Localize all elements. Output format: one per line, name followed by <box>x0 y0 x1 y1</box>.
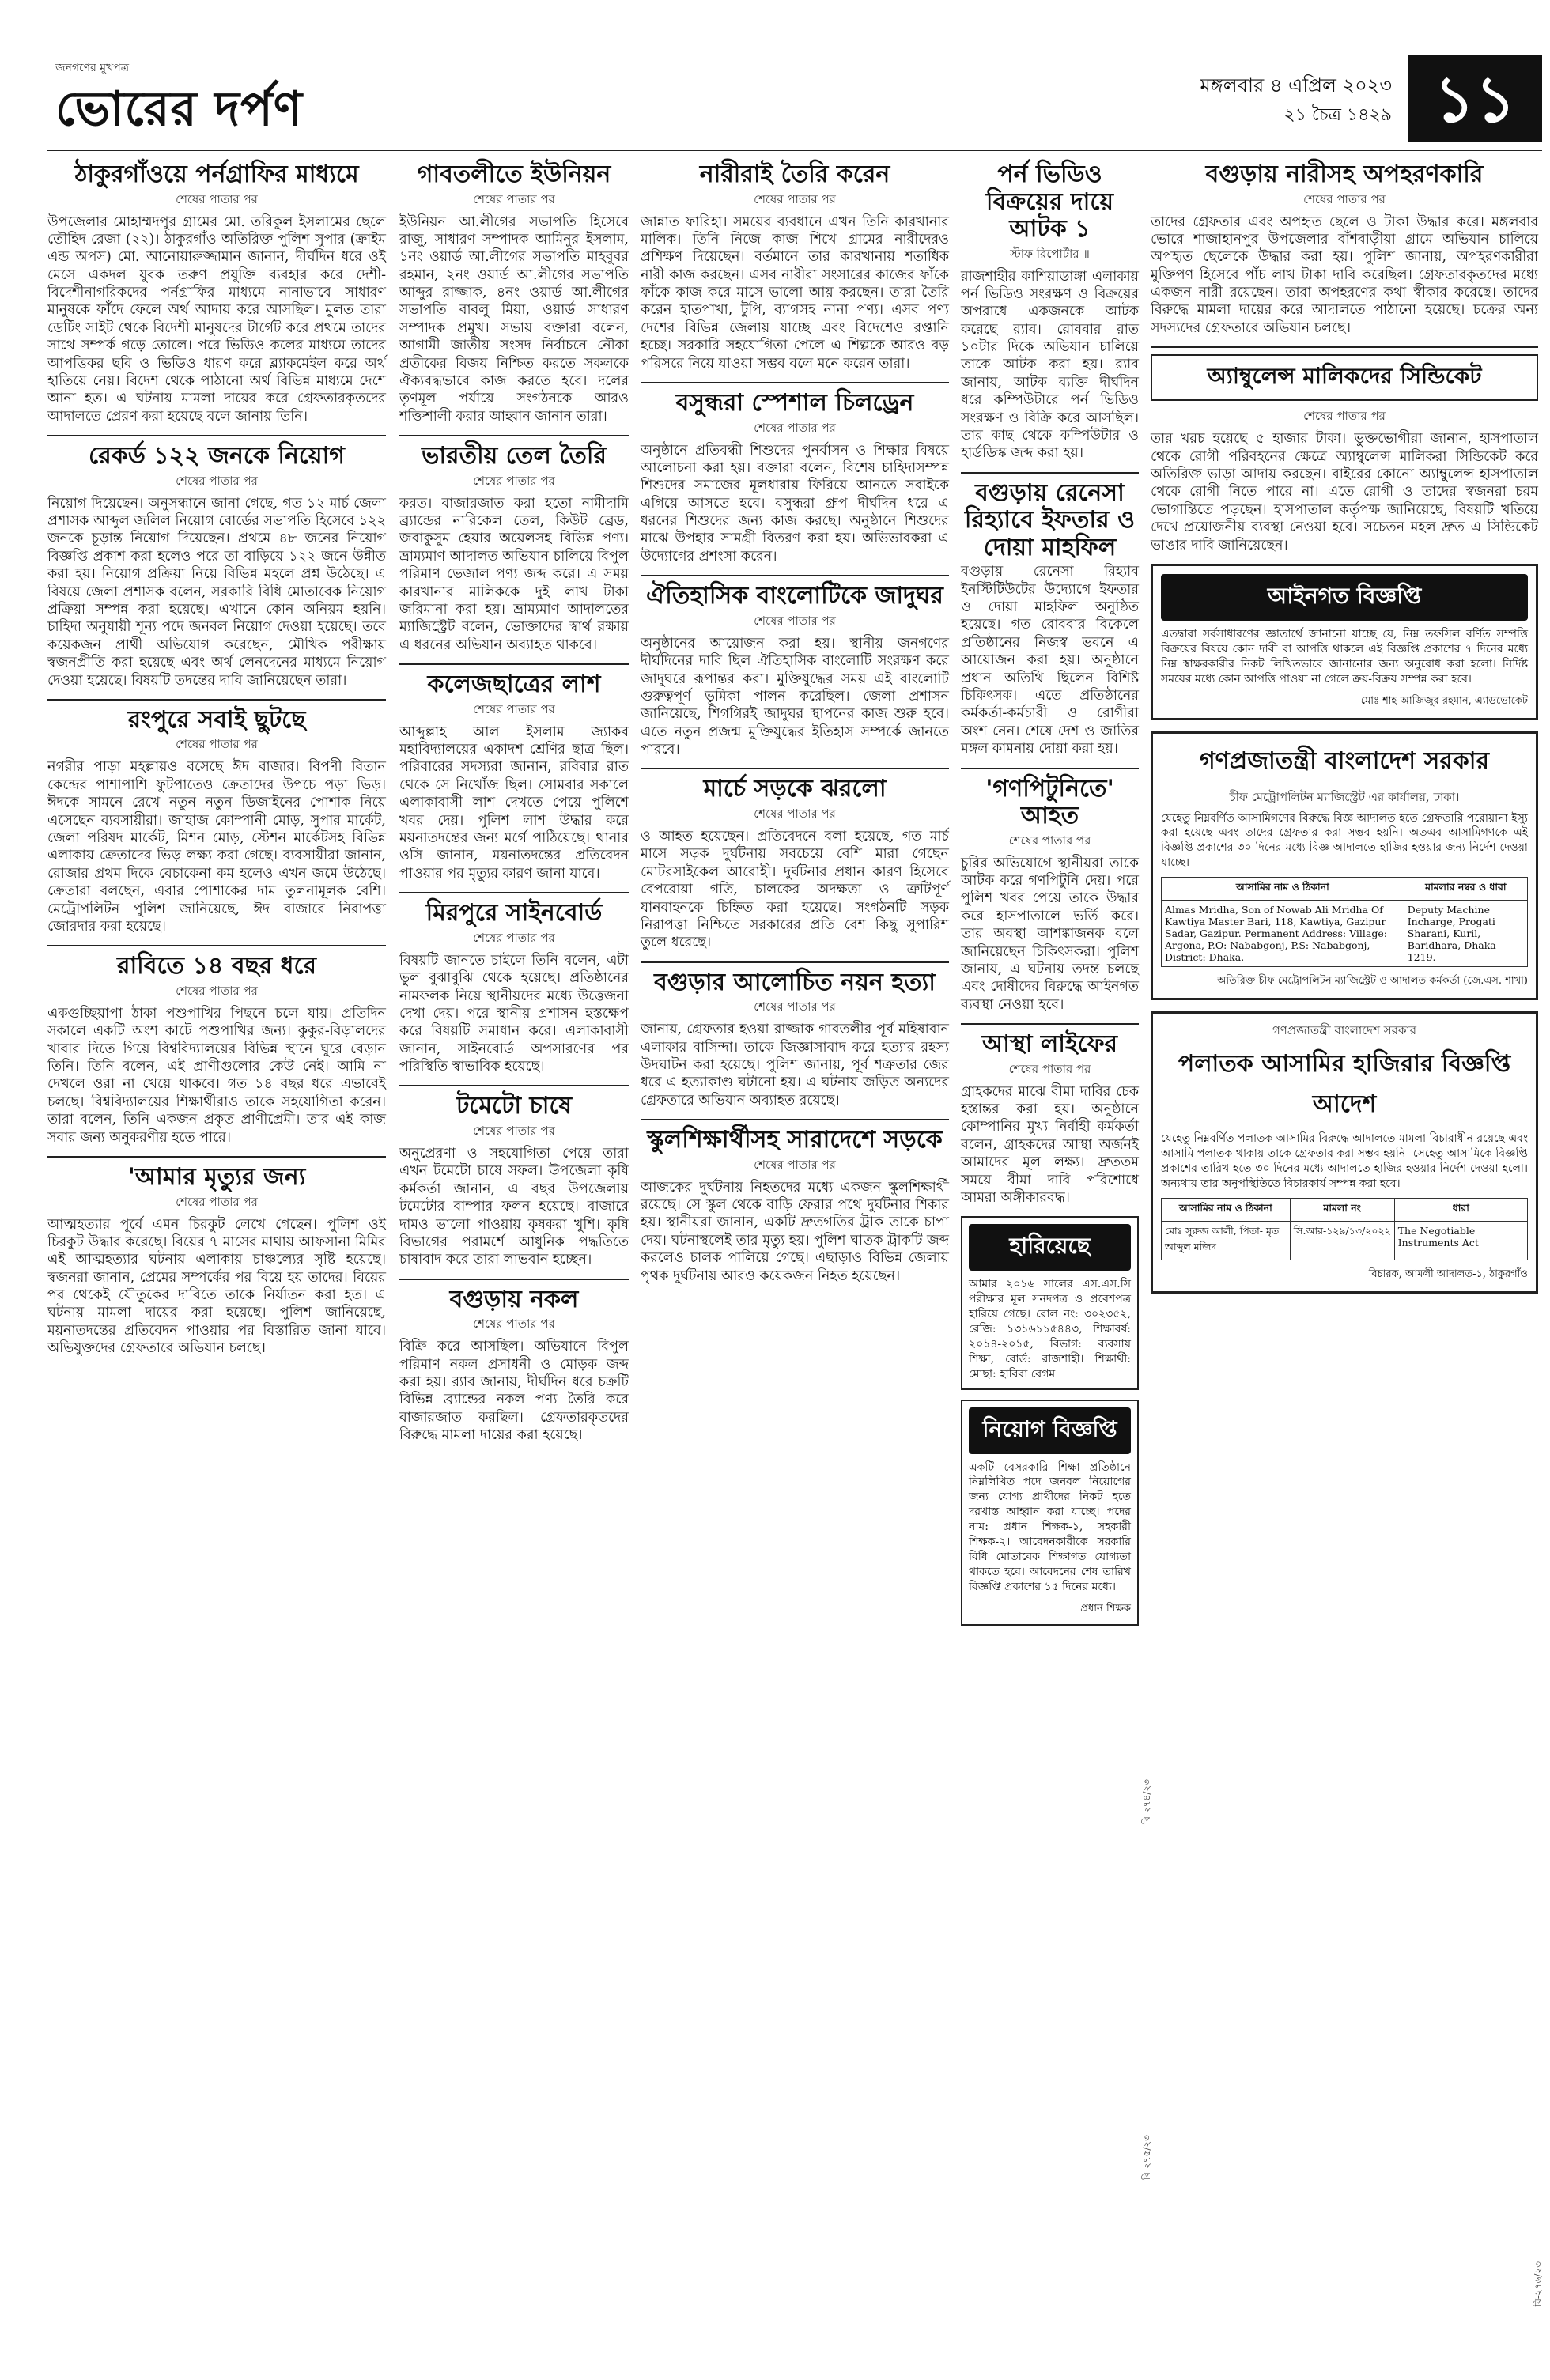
article <box>47 1164 386 1358</box>
court-notice-subtitle: চীফ মেট্রোপলিটন ম্যাজিস্ট্রেট এর কার্যালয়, ঢাকা। <box>1229 789 1460 804</box>
table-cell: The Negotiable Instruments Act <box>1394 1221 1527 1260</box>
legal-notice <box>1151 564 1538 720</box>
column-1 <box>47 158 386 1367</box>
continuation-note: শেষের পাতার পর <box>754 191 836 206</box>
headline: বগুড়ার আলোচিত নয়ন হত্যা <box>654 968 936 996</box>
continuation-note: শেষের পাতার পর <box>473 1123 555 1138</box>
article <box>641 161 949 372</box>
continuation-note: শেষের পাতার পর <box>754 613 836 628</box>
continuation-note: শেষের পাতার পর <box>1303 409 1386 424</box>
article <box>399 443 629 654</box>
continuation-note: শেষের পাতার পর <box>754 806 836 821</box>
recruitment-notice-signature: প্রধান শিক্ষক <box>1080 1602 1131 1615</box>
headline: আস্থা লাইফের <box>981 1030 1118 1059</box>
recruitment-notice-title: নিয়োগ বিজ্ঞপ্তি <box>969 1407 1131 1454</box>
table-cell: মোঃ সুরুজ আলী, পিতা- মৃত আব্দুল মজিদ <box>1162 1221 1291 1260</box>
article-body: ইউনিয়ন আ.লীগের সভাপতি হিসেবে রাজু, সাধারণ সম্পাদক আমিনুর ইসলাম, ১নং ওয়ার্ড আ.লীগের সভাপতি মাহবুবর রহমান, ২নং ওয়ার্ড আ.লীগের সভাপতি আব্দুর রাজ্জাক, ৪নং ওয়ার্ড আ.লীগের সভাপতি বাবলু মিয়া, ওয়ার্ড সাধারণ সম্পাদক প্রমুখ। সভায় বক্তারা বলেন, আগামী জাতীয় সংসদ নির্বাচনে নৌকা প্রতীকের বিজয় নিশ্চিত করতে সকলকে ঐক্যবদ্ধভাবে কাজ করতে হবে। দলের তৃণমূল পর্যায়ে সংগঠনকে আরও শক্তিশালী করার আহ্বান জানান তারা। <box>399 213 629 425</box>
court-notice-body: যেহেতু নিম্নবর্ণিত আসামিগণের বিরুদ্ধে বিজ্ঞ আদালত হতে গ্রেফতারি পরোয়ানা ইস্যু করা হয়েছে এবং তাদের গ্রেফতার করা সম্ভব হয়নি। অতএব আসামিগণকে এই বিজ্ঞপ্তি প্রকাশের ৩০ দিনের মধ্যে বিজ্ঞ আদালতে হাজির হওয়ার জন্য নির্দেশ দেওয়া যাচ্ছে। <box>1161 811 1528 870</box>
ad-code: বি-২৭৬/২৩ <box>1533 2261 1544 2307</box>
article <box>641 1127 949 1285</box>
article-body: বিক্রি করে আসছিল। অভিযানে বিপুল পরিমাণ নকল প্রসাধনী ও মোড়ক জব্দ করা হয়। র‍্যাব জানায়, দীর্ঘদিন ধরে চক্রটি বিভিন্ন ব্র্যান্ডের নকল পণ্য তৈরি করে বাজারজাত করছিল। গ্রেফতারকৃতদের বিরুদ্ধে মামলা দায়ের করা হয়েছে। <box>399 1339 629 1444</box>
masthead <box>47 55 1542 153</box>
table-header: আসামির নাম ও ঠিকানা <box>1162 1198 1291 1221</box>
column-4 <box>961 158 1139 1635</box>
continuation-note: শেষের পাতার পর <box>176 737 258 752</box>
headline: ঐতিহাসিক বাংলোটিকে জাদুঘর <box>646 582 943 610</box>
article <box>47 707 386 935</box>
continuation-note: শেষের পাতার পর <box>176 1194 258 1209</box>
article-body: জান্নাত ফারিহা। সময়ের ব্যবধানে এখন তিনি কারখানার মালিক। তিনি নিজে কাজ শিখে গ্রামের নারীদেরও প্রশিক্ষণ দিয়েছেন। বর্তমানে তার কারখানায় শতাধিক নারী কাজ করছেন। এসব নারীরা সংসারের কাজের ফাঁকে ফাঁকে কাজ করে মাসে ভালো আয় করছেন। তারা তৈরি করেন হাতপাখা, টুপি, ব্যাগসহ নানা পণ্য। এসব পণ্য দেশের বিভিন্ন জেলায় যাচ্ছে এবং বিদেশেও রপ্তানি হচ্ছে। সরকারি সহযোগিতা পেলে এ শিল্পকে আরও বড় পরিসরে নিয়ে যাওয়া সম্ভব বলে মনে করেন তারা। <box>641 213 949 372</box>
article <box>399 161 629 425</box>
article-body: নিয়োগ দিয়েছেন। অনুসন্ধানে জানা গেছে, গত ১২ মার্চ জেলা প্রশাসক আব্দুল জলিল নিয়োগ বোর্ডের সভাপতি হিসেবে ১২২ জনকে চূড়ান্ত নিয়োগ দিয়েছেন। প্রথমে ৪৮ জনের নিয়োগ বিজ্ঞপ্তি প্রকাশ করা হলেও পরে তা বাড়িয়ে ১২২ জনে উন্নীত করা হয়। নিয়োগ প্রক্রিয়া নিয়ে বিভিন্ন মহলে প্রশ্ন উঠেছে। এ বিষয়ে জেলা প্রশাসক বলেন, সরকারি বিধি মোতাবেক নিয়োগ প্রক্রিয়া সম্পন্ন করা হয়েছে। এখানে কোন অনিয়ম হয়নি। চাহিদা অনুযায়ী শূন্য পদে জনবল নিয়োগ দেওয়া হয়েছে। তবে কয়েকজন প্রার্থী অভিযোগ করেছেন, মৌখিক পরীক্ষায় স্বজনপ্রীতি করা হয়েছে এবং অর্থ লেনদেনের মাধ্যমে নিয়োগ দেওয়া হয়েছে। বিষয়টি তদন্তের দাবি জানিয়েছেন তারা। <box>47 495 386 689</box>
continuation-note: শেষের পাতার পর <box>1008 833 1091 848</box>
date-bangla: ২১ চৈত্র ১৪২৯ <box>1283 105 1392 125</box>
lost-notice-body: আমার ২০১৬ সালের এস.এস.সি পরীক্ষার মূল সনদপত্র ও প্রবেশপত্র হারিয়ে গেছে। রোল নং: ৩০২৩৫২, রেজি: ১৩১৬১১৫৪৪৩, শিক্ষাবর্ষ: ২০১৪-২০১৫, বিভাগ: ব্যবসায় শিক্ষা, বোর্ড: রাজশাহী। শিক্ষার্থী: মোছা: হাবিবা বেগম <box>969 1278 1131 1381</box>
divider <box>47 435 386 436</box>
divider <box>399 663 629 665</box>
divider <box>641 1119 949 1120</box>
column-3 <box>641 158 949 1294</box>
table-cell: Almas Mridha, Son of Nowab Ali Mridha Of Kawtiya Master Bari, 118, Kawtiya, Gazipur Sadar, Gazipur. Permanent Address: Village: Argona, P.O: Nababgonj, P.S: Nababgonj, District: Dhaka. <box>1162 901 1404 967</box>
headline: বগুড়ায় নকল <box>449 1285 579 1313</box>
divider <box>47 1156 386 1158</box>
divider <box>399 1279 629 1280</box>
article-body: রাজশাহীর কাশিয়াডাঙ্গা এলাকায় পর্ন ভিডিও সংরক্ষণ ও বিক্রয়ের অপরাধে একজনকে আটক করেছে র‍্যাব। রোববার রাত ১০টার দিকে অভিযান চালিয়ে তাকে আটক করা হয়। র‍্যাব জানায়, আটক ব্যক্তি দীর্ঘদিন ধরে কম্পিউটারে পর্ন ভিডিও সংরক্ষণ ও বিক্রি করে আসছিল। তার কাছ থেকে কম্পিউটার ও হার্ডডিস্ক জব্দ করা হয়। <box>961 268 1139 462</box>
recruitment-notice-body: একটি বেসরকারি শিক্ষা প্রতিষ্ঠানে নিম্নলিখিত পদে জনবল নিয়োগের জন্য যোগ্য প্রার্থীদের নিকট হতে দরখাস্ত আহ্বান করা যাচ্ছে। পদের নাম: প্রধান শিক্ষক-১, সহকারী শিক্ষক-২। আবেদনকারীকে সরকারি বিধি মোতাবেক শিক্ষাগত যোগ্যতা থাকতে হবে। আবেদনের শেষ তারিখ বিজ্ঞপ্তি প্রকাশের ১৫ দিনের মধ্যে। <box>969 1460 1131 1593</box>
absconding-notice-body: যেহেতু নিম্নবর্ণিত পলাতক আসামির বিরুদ্ধে আদালতে মামলা বিচারাধীন রয়েছে এবং আসামি পলাতক থাকায় তাকে গ্রেফতার করা সম্ভব হয়নি। সেহেতু আসামিকে বিজ্ঞপ্তি প্রকাশের তারিখ হতে ৩০ দিনের মধ্যে আদালতে হাজির হওয়ার নির্দেশ দেওয়া হলো। অন্যথায় তার অনুপস্থিতিতে বিচারকার্য সম্পন্ন করা হবে। <box>1161 1132 1528 1190</box>
article-body: নগরীর পাড়া মহল্লায়ও বসেছে ঈদ বাজার। বিপণী বিতান কেন্দ্রের পাশাপাশি ফুটপাতেও ক্রেতাদের উপচে পড়া ভিড়। ঈদকে সামনে রেখে নতুন নতুন ডিজাইনের পোশাক নিয়ে এসেছেন ব্যবসায়ীরা। জাহাজ কোম্পানী মোড়, সুপার মার্কেট, জেলা পরিষদ মার্কেট, মিশন মোড়, স্টেশন মার্কেটসহ বিভিন্ন এলাকায় ক্রেতাদের ভিড় লক্ষ্য করা গেছে। ব্যবসায়ীরা জানান, রোজার প্রথম দিকে বেচাকেনা কম হলেও এখন জমে উঠেছে। ক্রেতারা বলছেন, এবার পোশাকের দাম তুলনামূলক বেশি। মেট্রোপলিটন পুলিশ জানিয়েছে, ঈদ বাজারে নিরাপত্তা জোরদার করা হয়েছে। <box>47 759 386 935</box>
continuation-note: শেষের পাতার পর <box>1008 1061 1091 1076</box>
article <box>47 443 386 689</box>
table-row <box>1162 1221 1528 1260</box>
recruitment-notice <box>961 1400 1139 1626</box>
article <box>1151 161 1538 337</box>
headline: গাবতলীতে ইউনিয়ন <box>417 161 611 188</box>
continuation-note: শেষের পাতার পর <box>473 701 555 716</box>
continuation-note: শেষের পাতার পর <box>473 1317 555 1332</box>
headline: রেকর্ড ১২২ জনকে নিয়োগ <box>89 442 345 470</box>
page-number: ১১ <box>1408 55 1542 142</box>
article <box>1151 354 1538 554</box>
continuation-note: শেষের পাতার পর <box>176 473 258 488</box>
table-header: মামলা নং <box>1290 1198 1394 1221</box>
article <box>641 583 949 758</box>
court-notice-title: গণপ্রজাতন্ত্রী বাংলাদেশ সরকার <box>1200 746 1489 775</box>
article <box>961 1031 1139 1207</box>
article <box>641 776 949 951</box>
article-body: চুরির অভিযোগে স্থানীয়রা তাকে আটক করে গণপিটুনি দেয়। পরে পুলিশ খবর পেয়ে তাকে উদ্ধার করে হাসপাতালে ভর্তি করে। তার অবস্থা আশঙ্কাজনক বলে জানিয়েছেন চিকিৎসকরা। পুলিশ জানায়, এ ঘটনায় তদন্ত চলছে এবং দোষীদের বিরুদ্ধে আইনগত ব্যবস্থা নেওয়া হবে। <box>961 855 1139 1013</box>
continuation-note: শেষের পাতার পর <box>473 191 555 206</box>
headline: কলেজছাত্রের লাশ <box>427 671 601 699</box>
headline: বগুড়ায় রেনেসা রিহ্যাবে ইফতার ও দোয়া মাহফিল <box>964 478 1136 561</box>
headline: 'গণপিটুনিতে' আহত <box>985 774 1114 830</box>
article-body: জানায়, গ্রেফতার হওয়া রাজ্জাক গাবতলীর পূর্ব মহিষাবান এলাকার বাসিন্দা। তাকে জিজ্ঞাসাবাদ করে হত্যার রহস্য উদঘাটন করা হয়েছে। পুলিশ জানায়, পূর্ব শত্রুতার জের ধরে এ হত্যাকাণ্ড ঘটানো হয়। এ ঘটনায় জড়িত অন্যদের গ্রেফতারে অভিযান অব্যাহত রয়েছে। <box>641 1022 949 1109</box>
ad-code: বি-২৭৪/২৩ <box>1141 1779 1152 1825</box>
continuation-note: শেষের পাতার পর <box>1303 191 1386 206</box>
divider <box>961 472 1139 474</box>
continuation-note: শেষের পাতার পর <box>754 999 836 1014</box>
table-header: ধারা <box>1394 1198 1527 1221</box>
divider <box>47 699 386 701</box>
byline: স্টাফ রিপোর্টার ॥ <box>1010 246 1090 261</box>
court-notice <box>1151 731 1538 1001</box>
column-2 <box>399 158 629 1454</box>
headline: বসুন্ধরা স্পেশাল চিলড্রেন <box>675 389 914 417</box>
article <box>399 1286 629 1445</box>
headline: অ্যাম্বুলেন্স মালিকদের সিন্ডিকেট <box>1151 354 1538 401</box>
article <box>399 900 629 1075</box>
article-body: অনুপ্রেরণা ও সহযোগিতা পেয়ে তারা এখন টমেটো চাষে সফল। উপজেলা কৃষি কর্মকর্তা জানান, এ বছর উপজেলায় টমেটোর বাম্পার ফলন হয়েছে। বাজারে দামও ভালো পাওয়ায় কৃষকরা খুশি। কৃষি বিভাগের পরামর্শে আধুনিক পদ্ধতিতে চাষাবাদ করে তারা লাভবান হচ্ছেন। <box>399 1145 629 1268</box>
column-5 <box>1151 158 1538 1305</box>
article <box>47 953 386 1147</box>
article <box>47 161 386 425</box>
article-body: তাদের গ্রেফতার এবং অপহৃত ছেলে ও টাকা উদ্ধার করে। মঙ্গলবার ভোরে শাজাহানপুর উপজেলার বাঁশবাড়ীয়া গ্রামে অভিযান চালিয়ে অপহৃত ছেলেকে উদ্ধার করা হয়। পুলিশ জানায়, অপহরণকারীরা মুক্তিপণ হিসেবে পাঁচ লাখ টাকা দাবি করেছিল। গ্রেফতারকৃতদের মধ্যে একজন নারী রয়েছেন। তারা অপহরণের কথা স্বীকার করেছে। তাদের বিরুদ্ধে মামলা দায়ের করে আদালতে পাঠানো হয়েছে। চক্রের অন্য সদস্যদের গ্রেফতারে অভিযান চলছে। <box>1151 213 1538 336</box>
article-body: আজকের দুর্ঘটনায় নিহতদের মধ্যে একজন স্কুলশিক্ষার্থী রয়েছে। সে স্কুল থেকে বাড়ি ফেরার পথে দুর্ঘটনার শিকার হয়। স্থানীয়রা জানান, একটি দ্রুতগতির ট্রাক তাকে চাপা দেয়। ঘটনাস্থলেই তার মৃত্যু হয়। পুলিশ ঘাতক ট্রাকটি জব্দ করলেও চালক পালিয়ে গেছে। এছাড়াও বিভিন্ন জেলায় পৃথক দুর্ঘটনায় আরও কয়েকজন নিহত হয়েছেন। <box>641 1179 949 1284</box>
legal-notice-title: আইনগত বিজ্ঞপ্তি <box>1161 574 1528 621</box>
article-body: উপজেলার মোহাম্মদপুর গ্রামের মো. তরিকুল ইসলামের ছেলে তৌহিদ রেজা (২২)। ঠাকুরগাঁও অতিরিক্ত পুলিশ সুপার (ক্রাইম এন্ড অপস) মো. আনোয়ারুজ্জামান জানান, দীর্ঘদিন ধরে ওই মেসে একদল যুবক তরুণ প্রযুক্তি ব্যবহার করে দেশী-বিদেশীনাগরিকদের পর্নগ্রাফির মাধ্যমে নানাভাবে সাধারণ মানুষকে ফাঁদে ফেলে অর্থ আদায় করে আসছিল। মুলত তারা ডেটিং সাইট থেকে বিদেশী মানুষদের টার্গেট করে প্রথমে তাদের সাথে সম্পর্ক গড়ে তোলে। পরে ভিডিও কলের মাধ্যমে তাদের আপত্তিকর ছবি ও ভিডিও ধারণ করে ব্ল্যাকমেইল করে অর্থ হাতিয়ে নেয়। বিদেশ থেকে পাঠানো অর্থ বিভিন্ন মাধ্যমে দেশে আনা হত। এ ঘটনায় মামলা দায়ের করে গ্রেফতারকৃতদের আদালতে প্রেরণ করা হয়েছে বলে জানায় তিনি। <box>47 213 386 425</box>
divider <box>1151 346 1538 348</box>
article-body: অনুষ্ঠানে প্রতিবন্ধী শিশুদের পুনর্বাসন ও শিক্ষার বিষয়ে আলোচনা করা হয়। বক্তারা বলেন, বিশেষ চাহিদাসম্পন্ন শিশুদের সমাজের মূলধারায় ফিরিয়ে আনতে সবাইকে এগিয়ে আসতে হবে। বসুন্ধরা গ্রুপ দীর্ঘদিন ধরে এ ধরনের শিশুদের জন্য কাজ করছে। অনুষ্ঠানে শিশুদের মাঝে উপহার সামগ্রী বিতরণ করা হয়। অভিভাবকরা এ উদ্যোগের প্রশংসা করেন। <box>641 442 949 565</box>
divider <box>399 435 629 436</box>
divider <box>641 768 949 769</box>
table-row <box>1162 901 1528 967</box>
masthead-tagline: জনগণের মুখপত্র <box>55 62 130 74</box>
article <box>961 480 1139 758</box>
divider <box>961 768 1139 769</box>
article-body: আত্মহত্যার পূর্বে এমন চিরকুট লেখে গেছেন। পুলিশ ওই চিরকুট উদ্ধার করেছে। বিয়ের ৭ মাসের মাথায় আফসানা মিমির এই আত্মহত্যার ঘটনায় এলাকায় চাঞ্চল্যের সৃষ্টি হয়েছে। স্বজনরা জানান, প্রেমের সম্পর্কের পর বিয়ে হয় তাদের। বিয়ের পর থেকেই যৌতুকের দাবিতে তাকে নির্যাতন করা হত। এ ঘটনায় মামলা দায়ের করা হয়েছে। পুলিশ জানিয়েছে, ময়নাতদন্তের প্রতিবেদন পাওয়ার পর বিস্তারিত জানা যাবে। অভিযুক্তদের গ্রেফতারে অভিযান চলছে। <box>47 1216 386 1357</box>
article-body: বিষয়টি জানতে চাইলে তিনি বলেন, এটা ভুল বুঝাবুঝি থেকে হয়েছে। প্রতিষ্ঠানের নামফলক নিয়ে স্থানীয়দের মধ্যে উত্তেজনা দেখা দেয়। পরে স্থানীয় প্রশাসন হস্তক্ষেপ করে বিষয়টি সমাধান করে। এলাকাবাসী জানান, সাইনবোর্ড অপসারণের পর পরিস্থিতি স্বাভাবিক হয়েছে। <box>399 952 629 1075</box>
absconding-notice-header: গণপ্রজাতন্ত্রী বাংলাদেশ সরকার <box>1272 1023 1417 1038</box>
continuation-note: শেষের পাতার পর <box>176 191 258 206</box>
table-header-row <box>1162 1198 1528 1221</box>
headline: টমেটো চাষে <box>456 1092 573 1120</box>
table-cell: সি.আর-১২৯/১৩/২০২২ <box>1290 1221 1394 1260</box>
headline: স্কুলশিক্ষার্থীসহ সারাদেশে সড়কে <box>647 1126 943 1154</box>
headline: রংপুরে সবাই ছুটছে <box>127 705 306 734</box>
article-body: ও আহত হয়েছেন। প্রতিবেদনে বলা হয়েছে, গত মার্চ মাসে সড়ক দুর্ঘটনায় সবচেয়ে বেশি মারা গেছেন মোটরসাইকেল আরোহী। দুর্ঘটনার প্রধান কারণ হিসেবে বেপরোয়া গতি, চালকের অদক্ষতা ও ত্রুটিপূর্ণ যানবাহনকে চিহ্নিত করা হয়েছে। সংগঠনটি সড়ক নিরাপত্তা নিশ্চিতে সরকারের প্রতি বেশ কিছু সুপারিশ তুলে ধরেছে। <box>641 828 949 951</box>
legal-notice-signature: মোঃ শাহ আজিজুর রহমান, এ্যাডভোকেট <box>1360 694 1528 707</box>
table-header: আসামির নাম ও ঠিকানা <box>1162 878 1404 901</box>
divider <box>399 1085 629 1086</box>
headline: মিরপুরে সাইনবোর্ড <box>425 899 603 927</box>
table-cell: Deputy Machine Incharge, Progati Sharani, Kuril, Baridhara, Dhaka-1219. <box>1404 901 1527 967</box>
headline: রাবিতে ১৪ বছর ধরে <box>116 952 317 980</box>
continuation-note: শেষের পাতার পর <box>754 420 836 435</box>
article <box>641 969 949 1109</box>
newspaper-logo: ভোরের দর্পণ <box>55 81 303 137</box>
headline: 'আমার মৃত্যুর জন্য <box>127 1163 306 1192</box>
article-body: আব্দুল্লাহ আল ইসলাম জ্যাকব মহাবিদ্যালয়ের একাদশ শ্রেণির ছাত্র ছিল। পরিবারের সদস্যরা জানান, রবিবার রাত থেকে সে নিখোঁজ ছিল। সোমবার সকালে এলাকাবাসী লাশ দেখতে পেয়ে পুলিশে খবর দেয়। পুলিশ লাশ উদ্ধার করে ময়নাতদন্তের জন্য মর্গে পাঠিয়েছে। থানার ওসি জানান, ময়নাতদন্তের প্রতিবেদন পাওয়ার পর মৃত্যুর কারণ জানা যাবে। <box>399 723 629 882</box>
headline: নারীরাই তৈরি করেন <box>699 161 890 188</box>
article-body: করত। বাজারজাত করা হতো নামীদামি ব্র্যান্ডের নারিকেল তেল, কিউট ব্রেড, জবাকুসুম হেয়ার অয়েলসহ বিভিন্ন পণ্য। ভ্রাম্যমাণ আদালত অভিযান চালিয়ে বিপুল পরিমাণ ভেজাল পণ্য জব্দ করে। এ সময় কারখানার মালিককে দুই লাখ টাকা জরিমানা করা হয়। ভ্রাম্যমাণ আদালতের ম্যাজিস্ট্রেট বলেন, ভোক্তাদের স্বার্থ রক্ষায় এ ধরনের অভিযান অব্যাহত থাকবে। <box>399 495 629 653</box>
article-body: একগুচ্ছিয়াপা ঠাকা পশুপাখির পিছনে চলে যায়। প্রতিদিন সকালে একটি অংশ কাটে পশুপাখির জন্য। কুকুর-বিড়ালদের খাবার দিতে গিয়ে বিশ্ববিদ্যালয়ের বিভিন্ন স্থানে ঘুরে বেড়ান তিনি। তিনি বলেন, এই প্রাণীগুলোর কেউ নেই। আমি না দেখলে ওরা না খেয়ে থাকবে। গত ১৪ বছর ধরে এভাবেই চলছে। বিশ্ববিদ্যালয়ের শিক্ষার্থীরাও তাকে সহযোগিতা করেন। তারা বলেন, তিনি একজন প্রকৃত প্রাণীপ্রেমী। তার এই কাজ সবার জন্য অনুকরণীয় হতে পারে। <box>47 1005 386 1146</box>
headline: ভারতীয় তেল তৈরি <box>422 442 607 470</box>
absconding-notice-title: পলাতক আসামির হাজিরার বিজ্ঞপ্তি আদেশ <box>1178 1050 1511 1119</box>
divider <box>641 575 949 576</box>
ad-code: বি-২৭৫/২৩ <box>1141 2135 1152 2181</box>
article <box>961 776 1139 1014</box>
absconding-notice-signature: বিচারক, আমলী আদালত-১, ঠাকুরগাঁও <box>1368 1267 1528 1280</box>
date-gregorian: মঙ্গলবার ৪ এপ্রিল ২০২৩ <box>1200 74 1392 96</box>
table-header: মামলার নম্বর ও ধারা <box>1404 878 1527 901</box>
article <box>961 161 1139 463</box>
headline: বগুড়ায় নারীসহ অপহরণকারি <box>1205 161 1484 188</box>
court-notice-table <box>1161 877 1528 967</box>
article-body: গ্রাহকদের মাঝে বীমা দাবির চেক হস্তান্তর করা হয়। অনুষ্ঠানে কোম্পানির মুখ্য নির্বাহী কর্মকর্তা বলেন, গ্রাহকদের আস্থা অর্জনই আমাদের মূল লক্ষ্য। দ্রুততম সময়ে বীমা দাবি পরিশোধে আমরা অঙ্গীকারবদ্ধ। <box>961 1083 1139 1206</box>
divider <box>641 382 949 383</box>
headline: পর্ন ভিডিও বিক্রয়ের দায়ে আটক ১ <box>985 161 1114 243</box>
headline: ঠাকুরগাঁওয়ে পর্নগ্রাফির মাধ্যমে <box>74 161 359 188</box>
continuation-note: শেষের পাতার পর <box>473 473 555 488</box>
article <box>399 671 629 882</box>
lost-notice <box>961 1216 1139 1389</box>
absconding-notice-table <box>1161 1198 1528 1260</box>
legal-notice-body: এতদ্বারা সর্বসাধারণের জ্ঞাতার্থে জানানো যাচ্ছে যে, নিম্ন তফসিল বর্ণিত সম্পত্তি বিক্রয়ের বিষয়ে কোন দাবী বা আপত্তি থাকলে এই বিজ্ঞপ্তি প্রকাশের ৭ দিনের মধ্যে নিম্ন স্বাক্ষরকারীর নিকট লিখিতভাবে জানানোর জন্য অনুরোধ করা হলো। নির্দিষ্ট সময়ের মধ্যে কোন আপত্তি পাওয়া না গেলে ক্রয়-বিক্রয় সম্পন্ন করা হবে। <box>1161 627 1528 686</box>
court-notice-signature: অতিরিক্ত চীফ মেট্রোপলিটন ম্যাজিস্ট্রেট ও আদালত কর্মকর্তা (জে.এস. শাখা) <box>1217 975 1528 988</box>
article <box>399 1093 629 1268</box>
article-body: তার খরচ হয়েছে ৫ হাজার টাকা। ভুক্তভোগীরা জানান, হাসপাতাল থেকে রোগী পরিবহনের ক্ষেত্রে অ্যাম্বুলেন্স মালিকরা সিন্ডিকেট করে অতিরিক্ত ভাড়া আদায় করছেন। বাইরের কোনো অ্যাম্বুলেন্স হাসপাতাল থেকে রোগী নিতে পারে না। এতে রোগী ও তাদের স্বজনরা চরম ভোগান্তিতে পড়ছেন। হাসপাতাল কর্তৃপক্ষ জানিয়েছে, বিষয়টি খতিয়ে দেখে প্রয়োজনীয় ব্যবস্থা নেওয়া হবে। সচেতন মহল দ্রুত এ সিন্ডিকেট ভাঙার দাবি জানিয়েছেন। <box>1151 431 1538 553</box>
divider <box>641 961 949 963</box>
divider <box>961 1023 1139 1025</box>
article-body: অনুষ্ঠানের আয়োজন করা হয়। স্থানীয় জনগণের দীর্ঘদিনের দাবি ছিল ঐতিহাসিক বাংলোটি সংরক্ষণ করে জাদুঘরে রূপান্তর করা। মুক্তিযুদ্ধের সময় এই বাংলোটি গুরুত্বপূর্ণ ভূমিকা পালন করেছিল। জেলা প্রশাসন জানিয়েছে, শিগগিরই জাদুঘর স্থাপনের কাজ শুরু হবে। এতে নতুন প্রজন্ম মুক্তিযুদ্ধের ইতিহাস সম্পর্কে জানতে পারবে। <box>641 635 949 758</box>
table-header-row <box>1162 878 1528 901</box>
divider <box>47 945 386 946</box>
article <box>641 390 949 565</box>
absconding-notice <box>1151 1011 1538 1294</box>
article-body: বগুড়ায় রেনেসা রিহ্যাব ইনস্টিটিউটের উদ্যোগে ইফতার ও দোয়া মাহফিল অনুষ্ঠিত হয়েছে। গত রোববার বিকেলে প্রতিষ্ঠানের নিজস্ব ভবনে এ আয়োজন করা হয়। অনুষ্ঠানে প্রধান অতিথি ছিলেন বিশিষ্ট চিকিৎসক। এতে প্রতিষ্ঠানের কর্মকর্তা-কর্মচারী ও রোগীরা অংশ নেন। শেষে দেশ ও জাতির মঙ্গল কামনায় দোয়া করা হয়। <box>961 564 1139 757</box>
headline: মার্চে সড়কে ঝরলো <box>703 775 887 803</box>
continuation-note: শেষের পাতার পর <box>176 983 258 998</box>
divider <box>399 892 629 893</box>
continuation-note: শেষের পাতার পর <box>754 1157 836 1172</box>
lost-notice-title: হারিয়েছে <box>969 1224 1131 1271</box>
continuation-note: শেষের পাতার পর <box>473 930 555 945</box>
